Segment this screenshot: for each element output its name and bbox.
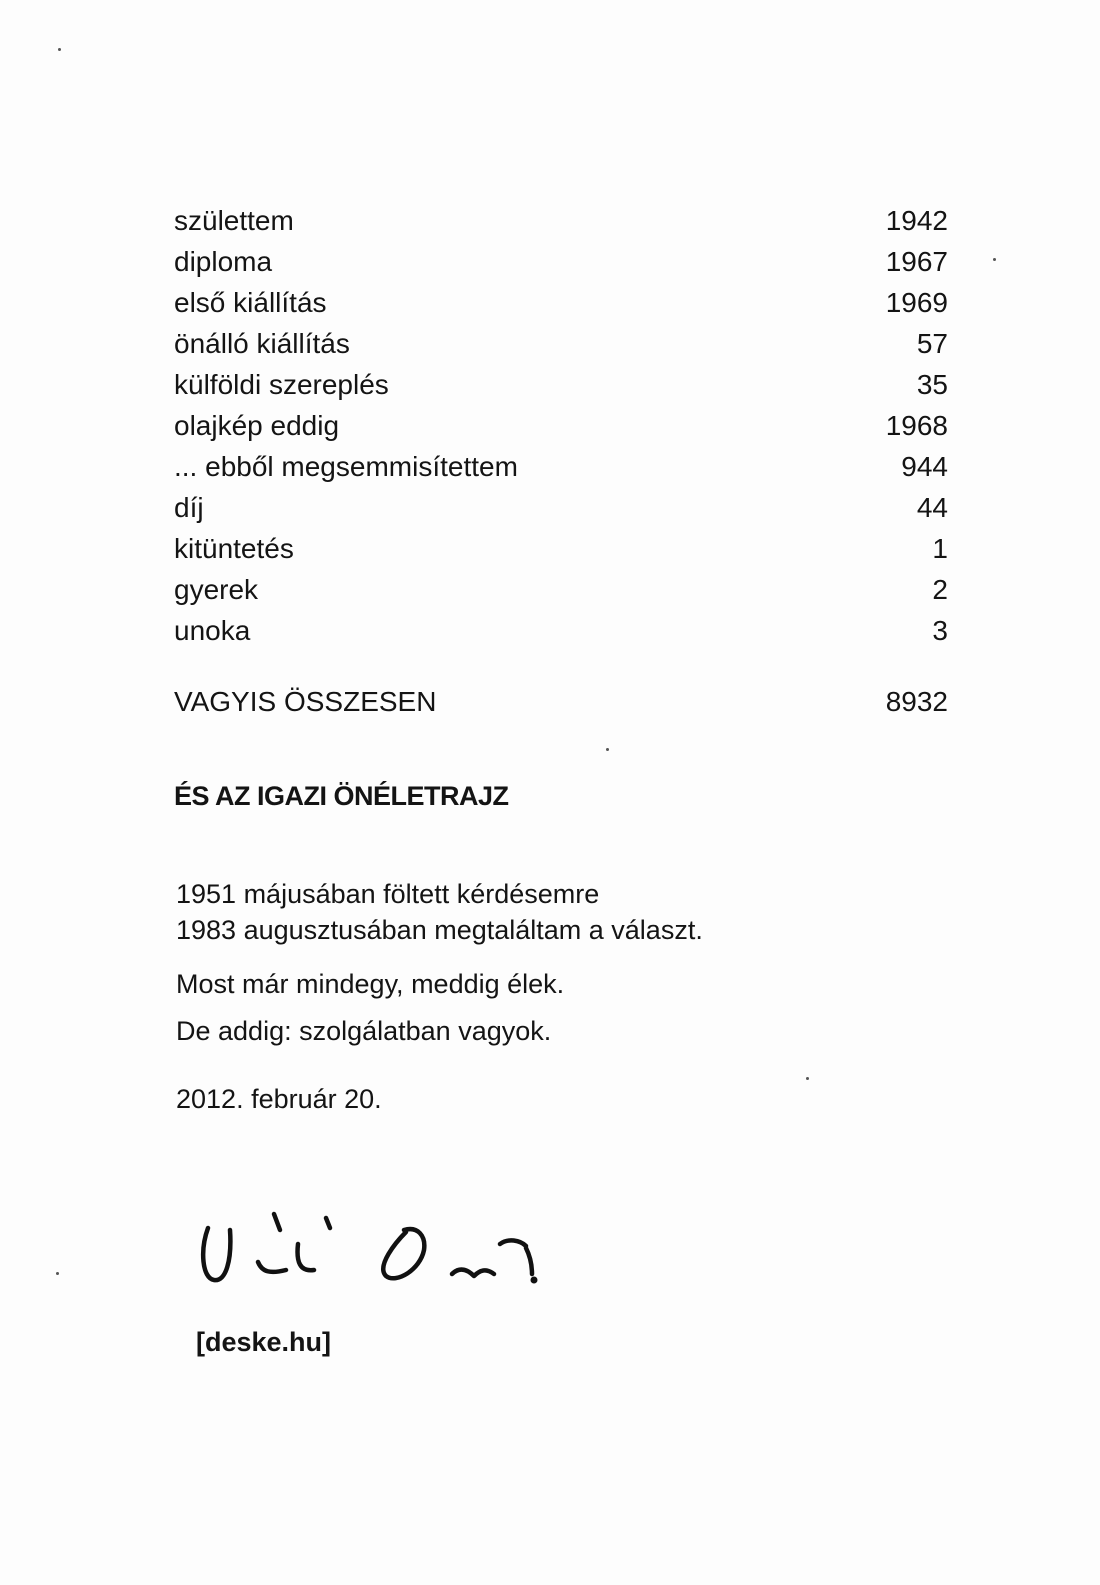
stats-list: [174, 200, 948, 651]
stat-value: 44: [916, 492, 948, 523]
scan-speck: [56, 1272, 59, 1275]
stat-label: diploma: [174, 246, 273, 277]
stat-row: [174, 569, 948, 610]
paragraph-line: 1951 májusában föltett kérdésemre: [176, 879, 600, 909]
stat-label: díj: [174, 492, 204, 523]
stat-label: kitüntetés: [174, 533, 294, 564]
handwritten-signature: [196, 1200, 566, 1290]
stat-row: [174, 364, 948, 405]
stat-value: 1967: [885, 246, 948, 277]
stat-value: 35: [916, 369, 948, 400]
paragraph-line: De addig: szolgálatban vagyok.: [176, 1016, 552, 1046]
stat-row: [174, 241, 948, 282]
scan-speck: [606, 748, 609, 751]
stat-label: unoka: [174, 615, 251, 646]
stat-value: 1: [932, 533, 948, 564]
source-label: [deske.hu]: [196, 1327, 332, 1357]
stat-label: gyerek: [174, 574, 259, 605]
stat-row: [174, 487, 948, 528]
stat-value: 57: [916, 328, 948, 359]
stat-label: külföldi szereplés: [174, 369, 389, 400]
stat-row: [174, 200, 948, 241]
stat-value: 3: [932, 615, 948, 646]
stat-label: olajkép eddig: [174, 410, 340, 441]
scan-speck: [58, 48, 61, 51]
stat-row: [174, 282, 948, 323]
stat-label: önálló kiállítás: [174, 328, 350, 359]
paragraph-question-answer: [176, 876, 703, 948]
document-date: 2012. február 20.: [176, 1084, 382, 1114]
scan-speck: [806, 1077, 809, 1080]
stat-label: első kiállítás: [174, 287, 327, 318]
total-row: [174, 681, 948, 722]
stat-value: 2: [932, 574, 948, 605]
stat-value: 1942: [885, 205, 948, 236]
stat-value: 1969: [885, 287, 948, 318]
total-value: 8932: [885, 686, 948, 717]
paragraph-line: 1983 augusztusában megtaláltam a választ.: [176, 915, 703, 945]
stat-row: [174, 405, 948, 446]
stat-label: születtem: [174, 205, 294, 236]
stat-value: 944: [901, 451, 948, 482]
stat-row: [174, 323, 948, 364]
stat-value: 1968: [885, 410, 948, 441]
stat-row: [174, 446, 948, 487]
paragraph-line: Most már mindegy, meddig élek.: [176, 969, 565, 999]
scan-speck: [993, 258, 996, 261]
total-label: VAGYIS ÖSSZESEN: [174, 686, 437, 717]
stat-label: ... ebből megsemmisítettem: [174, 451, 518, 482]
stat-row: [174, 528, 948, 569]
stat-row: [174, 610, 948, 651]
section-heading: ÉS AZ IGAZI ÖNÉLETRAJZ: [174, 781, 509, 811]
